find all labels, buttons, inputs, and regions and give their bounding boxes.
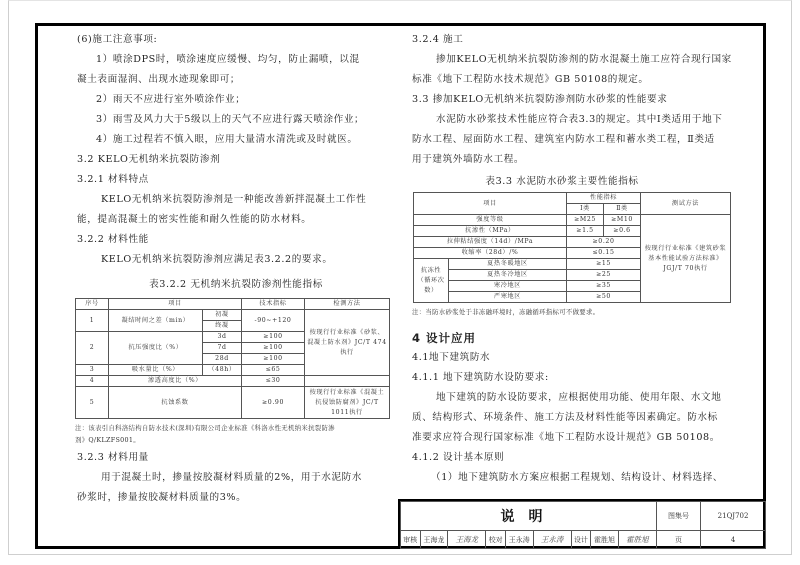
page-number: 4	[701, 531, 766, 549]
heading-4: 4 设计应用	[412, 331, 477, 345]
checker-name: 王永涛	[505, 531, 533, 549]
th-value: 技术指标	[242, 299, 305, 310]
heading-4-1: 4.1地下建筑防水	[412, 352, 491, 363]
note-item-3: 3）雨雪及风力大于5级以上的天气不应进行露天喷涂作业；	[96, 114, 365, 125]
heading-4-1-2: 4.1.2 设计基本原则	[412, 452, 505, 463]
paragraph-3-3-cont-2: 用于建筑外墙防水工程。	[412, 154, 525, 165]
paragraph-3-2-3-cont: 砂浆时，掺量按胶凝材料质量的3%。	[77, 492, 247, 503]
heading-3-2-3: 3.2.3 材料用量	[77, 452, 149, 463]
checker-signature: 王永涛	[533, 531, 571, 549]
reviewer-signature: 王海龙	[448, 531, 486, 549]
section-6-title: (6)施工注意事项:	[77, 34, 158, 45]
paragraph-3-2-3: 用于混凝土时，掺量按胶凝材料质量的2%，用于水泥防水	[101, 472, 363, 483]
note-item-2: 2）雨天不应进行室外喷涂作业；	[96, 94, 246, 105]
th-method: 检测方法	[305, 299, 390, 310]
right-column	[412, 30, 752, 488]
page-label: 页	[656, 531, 700, 549]
heading-3-2-4: 3.2.4 施工	[412, 34, 464, 45]
table-3-3-caption: 表3.3 水泥防水砂浆主要性能指标	[485, 176, 639, 187]
atlas-label: 图集号	[656, 502, 700, 531]
method-jgj-t-70: 按现行行业标准《建筑砂浆基本性能试验方法标准》JGJ/T 70执行	[641, 215, 731, 303]
frost-resistance-label: 抗冻性（循环次数）	[414, 259, 449, 303]
table-3-2-2-caption: 表3.2.2 无机纳米抗裂防渗剂性能指标	[149, 279, 323, 290]
check-label: 校对	[486, 531, 506, 549]
design-label: 设计	[571, 531, 591, 549]
heading-3-3: 3.3 掺加KELO无机纳米抗裂防渗剂防水砂浆的性能要求	[412, 94, 668, 105]
paragraph-3-2-1: KELO无机纳米抗裂防渗剂是一种能改善新拌混凝土工作性	[101, 194, 367, 205]
note-item-4: 4）施工过程若不慎入眼，应用大量清水清洗或及时就医。	[96, 134, 358, 145]
table-3-3: 项目 性能指标 测试方法 Ⅰ类 Ⅱ类 强度等级 ≥M25 ≥M10 按现行行业标准《建筑砂浆基本性能试验方法标准》JGJ/T 70执行 抗渗性（MPa） ≥1.5 ≥0.6 拉伸粘结强度（14d）/MPa ≥0.20 收缩率（28d）/% ≤0.15 抗冻性（循环次数） 夏热冬暖地区 ≥15 夏热冬冷地区 ≥25 寒冷地区 ≥35 严寒地区 ≥50	[413, 192, 731, 303]
method-jc-t-474: 按现行行业标准《砂浆、混凝土防水剂》JC/T 474执行	[305, 310, 390, 376]
review-label: 审核	[401, 531, 421, 549]
drawing-title: 说明	[401, 502, 657, 531]
heading-3-2-2: 3.2.2 材料性能	[77, 234, 149, 245]
th-item: 项目	[109, 299, 242, 310]
note-item-1-cont: 凝土表面湿润、出现水迹现象即可；	[77, 74, 241, 85]
heading-3-2: 3.2 KELO无机纳米抗裂防渗剂	[77, 154, 221, 165]
paragraph-3-3: 水泥防水砂浆技术性能应符合表3.3的规定。其中Ⅰ类适用于地下	[436, 114, 723, 125]
paragraph-3-2-4-cont: 标准《地下工程防水技术规范》GB 50108的规定。	[412, 74, 649, 85]
heading-4-1-1: 4.1.1 地下建筑防水设防要求:	[412, 372, 549, 383]
paragraph-3-2-4: 掺加KELO无机纳米抗裂防渗剂的防水混凝土施工应符合现行国家	[436, 54, 732, 65]
paragraph-3-2-1-cont: 能，提高混凝土的密实性能和耐久性能的防水材料。	[77, 214, 312, 225]
title-block	[398, 499, 766, 549]
table-3-2-2: 序号 项目 技术指标 检测方法 1 凝结时间之差（min） 初凝 -90~+120 按现行行业标准《砂浆、混凝土防水剂》JC/T 474执行 终凝 2 抗压强度比（%） 3d ≥100 7d ≥100 28d ≥100 3 吸水量比（%） （48h） ≤65 4 渗透高度比（%） ≤30 5 抗蚀系数 ≥0.90 按现行行业标准《混凝土抗侵蚀防腐剂》JC/T 1011执行	[75, 298, 390, 419]
paragraph-4-1-1: 地下建筑的防水设防要求，应根据使用功能、使用年限、水文地	[436, 392, 722, 403]
paragraph-4-1-2: （1）地下建筑防水方案应根据工程规划、结构设计、材料选择、	[431, 472, 724, 483]
th-no: 序号	[76, 299, 109, 310]
paragraph-4-1-1-cont-1: 质、结构形式、环境条件、施工方法及材料性能等因素确定。防水标	[412, 412, 718, 423]
method-jc-t-1011: 按现行行业标准《混凝土抗侵蚀防腐剂》JC/T 1011执行	[305, 387, 390, 419]
paragraph-3-3-cont-1: 防水工程、屋面防水工程、建筑室内防水工程和蓄水类工程，Ⅱ类适	[412, 134, 715, 145]
paragraph-3-2-2: KELO无机纳米抗裂防渗剂应满足表3.2.2的要求。	[101, 254, 333, 265]
paragraph-4-1-1-cont-2: 准要求应符合现行国家标准《地下工程防水设计规范》GB 50108。	[412, 432, 720, 443]
atlas-number: 21QJ702	[701, 502, 766, 531]
table-3-3-note: 注：当防水砂浆处于非冻融环境时，冻融循环指标可不做要求。	[412, 308, 600, 316]
heading-3-2-1: 3.2.1 材料特点	[77, 174, 149, 185]
designer-name: 霍胜旭	[591, 531, 619, 549]
designer-signature: 霍胜旭	[618, 531, 656, 549]
left-column	[77, 30, 395, 508]
table-note: 注：该表引自科洛结构自防水技术(深圳)有限公司企业标准《科洛水性无机纳米抗裂防渗 剂》Q/KLZFS001。	[75, 424, 335, 444]
note-item-1: 1）喷涂DPS时，喷涂速度应缓慢、均匀，防止漏喷，以混	[96, 54, 360, 65]
reviewer-name: 王海龙	[420, 531, 448, 549]
